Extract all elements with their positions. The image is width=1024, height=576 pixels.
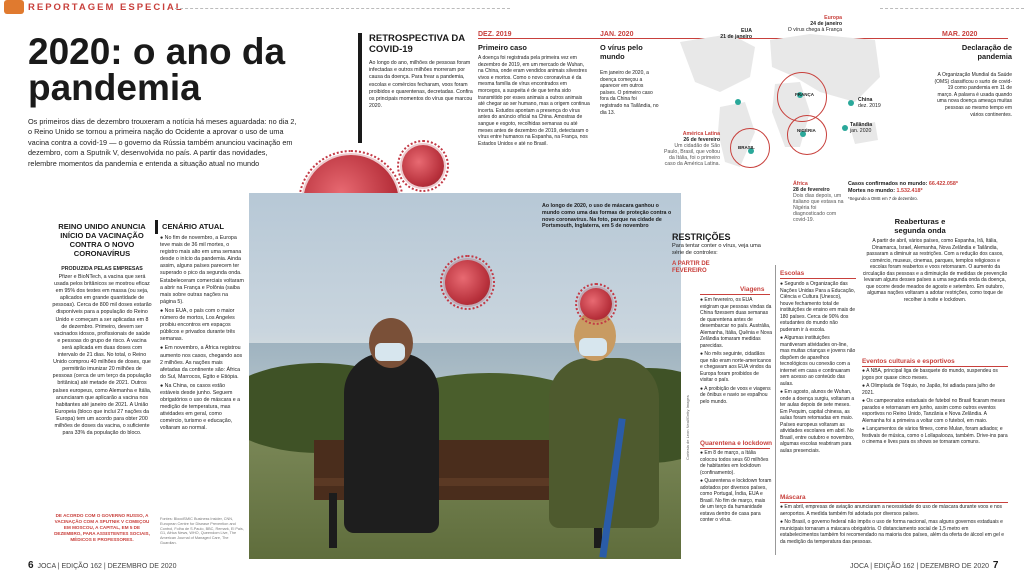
eventos-item: ● A Olimpíada de Tóquio, no Japão, foi adiada para julho de 2021. [862, 383, 996, 396]
photo-credit: Cortesia de Leon Neal/Getty Images [685, 395, 690, 460]
sources: Fontes: BloodSMIC Business Insider, CNN, European Centre for Disease Prevention and Control, Folha de S.Paulo, BBC, Remark, El Pais, G1, Africa News, WHO, Queendom Live, The American Journal of Managed Care, The Guardian. [160, 517, 244, 545]
timeline-date: JAN. 2020 [600, 31, 634, 38]
map-label: BRASIL [738, 145, 755, 150]
cenario-list [160, 235, 244, 435]
divider [780, 502, 1008, 503]
viagens-list [700, 297, 772, 405]
quarentena-list [700, 450, 772, 524]
mascara-item: ● No Brasil, o governo federal não impôs o uso de forma nacional, mas alguns governos estaduais e municipais tornaram a máscara obrigatória. O distanciamento social de 1,5 metro em estabelecimentos também foi recomendado na maioria dos países, além da oferta de álcool em gel e da medição da temperatura das pessoas. [780, 519, 1005, 545]
mascara-title: Máscara [780, 494, 806, 501]
restrictions-date: A PARTIR DE FEVEREIRO [672, 261, 710, 274]
reaberturas-text: A partir de abril, vários países, como Espanha, Irã, Itália, Dinamarca, Israel, Alemanha, Nova Zelândia e Tailândia, passaram a diminuir as restrições. Com a redução dos casos, comércio, museus, cinemas, parques, templos religiosos e escolas foram reabertos e voos retornaram. O aumento da circulação das pessoas e a diminuição de medidas de prevenção levaram alguns desses países a uma segunda onda da doença, que ocorre desde meados de agosto e setembro. Em outubro, algumas nações voltaram a adotar restrições, como toque de recolher à noite e lockdown. [862, 238, 1008, 303]
eventos-title: Eventos culturais e esportivos [862, 358, 955, 365]
timeline-text: A doença foi registrada pela primeira vez em dezembro de 2019, em um mercado de Wuhan, na China, onde eram vendidos animais silvestres vivos e mortos. Como o novo coronavírus é da mesma família de vírus encontrados em morcegos, a suspeita é de que tenha sido transmitido por esses animais a outros animais até chegar ao ser humano, mas a origem continua incerta. Estudos apontam a presença do vírus antes do anúncio oficial na China. Amostras de sangue e esgoto, recolhidas semanas ou até meses antes de dezembro de 2019, detectaram o vírus entre humanos na Espanha, na França, nos Estados Unidos e até no Brasil. [478, 55, 590, 147]
timeline-date: DEZ. 2019 [478, 31, 512, 38]
photo-caption: Ao longo de 2020, o uso de máscara ganhou o mundo como uma das formas de proteção contra o novo coronavírus. Na foto, parque na cidade de Portsmouth, Inglaterra, em 5 de novembro [542, 203, 672, 230]
mascara-list [780, 504, 1008, 545]
quarentena-title: Quarentena e lockdown [700, 440, 773, 447]
divider [775, 265, 776, 555]
retro-bar [358, 33, 362, 143]
map-label: NIGÉRIA [797, 128, 816, 133]
cenario-bar [155, 220, 158, 234]
section-label: REPORTAGEM ESPECIAL [28, 2, 184, 13]
divider [880, 8, 1024, 9]
footer-right: JOCA | EDIÇÃO 162 | DEZEMBRO DE 2020 7 [850, 560, 999, 571]
escolas-title: Escolas [780, 270, 805, 277]
mascara-item: ● Em abril, empresas de aviação anunciaram a necessidade do uso de máscara durante voos e nos aeroportos. A medida também foi adotada por diversos países. [780, 504, 1003, 517]
escolas-item: ● Segundo a Organização das Nações Unidas Para a Educação, Ciência e Cultura (Unesco), houve fechamento total de instituições de ensino em mais de 180 países. Cerca de 90% dos estudantes do mundo não puderam ir à escola. [780, 281, 856, 333]
viagens-item: ● A proibição de voos e viagens de ônibus e navio se espalhou pelo mundo. [700, 385, 771, 405]
cases-box: Casos confirmados no mundo: 66.422.058* Mortes no mundo: 1.532.418* *Segundo a OMS em 7 de dezembro. [848, 181, 958, 201]
divider [780, 278, 856, 279]
map-highlight-circle [787, 115, 827, 155]
uk-text: Pfizer e BioNTech, a vacina que será usada pelos britânicos se mostrou eficaz em 95% dos testes em massa (ou seja, aplicados em grande quantidade de pessoas). Cerca de 800 mil doses estarão disponíveis para a população do Reino Unido e começam a ser aplicadas em 8 de dezembro. Primeiro, devem ser vacinados idosos, profissionais de saúde e pessoas do grupo de risco. A vacina será aplicada em duas doses com intervalo de 21 dias. No total, o Reino Unido comprou 40 milhões de doses, que permitirão imunizar 20 milhões de pessoas (cerca de um terço da população britânica) até metade de 2021. Outros países europeus, como Alemanha e Itália, anunciaram que aplicarão a vacina nos habitantes até janeiro de 2021. A União Europeia (bloco que inclui 27 nações da Europa) tem um acordo para obter 200 milhões de doses da vacina, o suficiente para 33% da população do bloco. [52, 274, 152, 437]
map-label: China dez. 2019 [858, 97, 881, 109]
divider [862, 366, 1008, 367]
divider [700, 448, 770, 449]
quarentena-item: ● Quarentena e lockdown foram adotados por diversos países, como Portugal, Índia, EUA e Brasil. No fim de março, mais de um terço da humanidade estava dentro de casa para conter o vírus. [700, 478, 772, 523]
timeline-head: O vírus pelo mundo [600, 43, 643, 61]
cenario-item: ● Na China, os casos estão estáveis desde junho. Seguem obrigatórios o uso de máscara e a medição de temperatura, mas atividades em geral, como comércio, turismo e educação, voltaram ao normal. [160, 382, 241, 432]
uk-note: DE ACORDO COM O GOVERNO RUSSO, A VACINAÇÃO COM A SPUTNIK V COMEÇOU EM MOSCOU, A CAPITAL, EM 5 DE DEZEMBRO, PARA ASSISTENTES SOCIAIS, MÉDICOS E PROFESSORES. [54, 513, 150, 542]
lede-text: Os primeiros dias de dezembro trouxeram a notícia há meses aguardada: no dia 2, o Reino Unido se tornou a primeira nação do Ocidente a aprovar o uso de uma vacina contra a covid-19 — o governo da Rússia também anunciou vacinação em dezembro, com a Sputnik V, desenvolvida no país. A partir das novidades, relembre momentos da pandemia e entenda a situação atual no mundo [28, 117, 297, 168]
viagens-item: ● No mês seguinte, cidadãos que não eram norte-americanos e chegavam aos EUA vindos da Europa foram proibidos de visitar o país. [700, 351, 772, 383]
cenario-item: ● Nos EUA, o país com o maior número de mortos, Los Angeles proibiu encontros em espaços públicos e privados durante três semanas. [160, 307, 236, 343]
restrictions-title: RESTRIÇÕES [672, 232, 731, 242]
map-label: Tailândia jan. 2020 [850, 122, 873, 134]
virus-illustration [580, 288, 612, 320]
uk-title: REINO UNIDO ANUNCIA INÍCIO DA VACINAÇÃO CONTRA O NOVO CORONAVÍRUS [58, 222, 146, 258]
divider [700, 294, 770, 295]
timeline-head: Primeiro caso [478, 43, 527, 52]
cenario-title: CENÁRIO ATUAL [162, 222, 225, 231]
map-label: América Latina 26 de fevereiro Um cidadão de São Paulo, Brasil, que voltou da Itália, foi o primeiro caso da América Latina. [664, 131, 720, 167]
reaberturas-title: Reaberturas e segunda onda [894, 217, 946, 235]
timeline-text: Em janeiro de 2020, a doença começou a aparecer em outros países. O primeiro caso fora da China foi registrado na Tailândia, no dia 13. [600, 70, 659, 116]
page-title: 2020: o ano da pandemia [28, 31, 286, 108]
map-dot [735, 99, 741, 105]
eventos-item: ● Lançamentos de vários filmes, como Mulan, foram adiados; e festivais de música, como o Lollapalooza, também. Drive-ins para o cinema e lives para os shows se tornaram comuns. [862, 426, 1008, 445]
joca-logo [4, 0, 24, 14]
map-label: Europa 24 de janeiro O vírus chega à França [787, 15, 842, 33]
eventos-item: ● Os campeonatos estaduais de futebol no Brasil ficaram meses parados e retornaram em junho, assim como outros eventos esportivos no Reino Unido, Tanzânia e Nova Zelândia. A Alemanha foi a primeira a voltar com o futebol, em maio. [862, 398, 1006, 424]
viagens-title: Viagens [740, 286, 765, 293]
map-label: EUA 21 de janeiro [720, 28, 752, 40]
divider [175, 8, 510, 9]
map-label: África 28 de fevereiro Dois dias depois, um italiano que estava na Nigéria foi diagnosticado com covid-19. [793, 181, 844, 223]
map-dot [848, 100, 854, 106]
footer-left: 6 JOCA | EDIÇÃO 162 | DEZEMBRO DE 2020 [28, 560, 177, 571]
retro-text: Ao longo do ano, milhões de pessoas foram infectadas e outros milhões morreram por causa da doença. Para frear a pandemia, escolas e comércios fecharam, voos foram proibidos e quarentenas, decretadas. Confira os principais momentos do vírus que marcou 2020. [369, 60, 473, 110]
virus-illustration [402, 145, 444, 187]
viagens-item: ● Em fevereiro, os EUA exigiram que pessoas vindas da China fizessem duas semanas de quarentena antes de desembarcar no país. Austrália, Alemanha, Itália, Quênia e Nova Zelândia tomaram medidas parecidas. [700, 297, 772, 349]
escolas-item: ● Em agosto, alunos de Wuhan, onde a doença surgiu, voltaram a ter aulas depois de sete meses. Em Pequim, capital chinesa, as aulas foram retomadas em maio. Países europeus voltaram as atividades escolares em abril. No Brasil, entre outubro e novembro, algumas escolas reabriram para aulas presenciais. [780, 389, 855, 454]
retro-title: RETROSPECTIVA DA COVID-19 [369, 33, 465, 55]
cenario-item: ● Em novembro, a África registrou aumento nos casos, chegando aos 2 milhões. As nações mais afetadas da continente são: África do Sul, Marrocos, Egito e Etiópia. [160, 345, 243, 380]
uk-sub: PRODUZIDA PELAS EMPRESAS [61, 266, 143, 272]
timeline-head: Declaração de pandemia [961, 43, 1012, 61]
map-dot [842, 125, 848, 131]
eventos-list [862, 368, 1008, 446]
park-photo [249, 193, 681, 559]
restrictions-intro: Para tentar conter o vírus, veja uma série de controles: [672, 243, 761, 256]
escolas-item: ● Algumas instituições mantiveram atividades on-line, mas muitas crianças e jovens não dispõem de aparelhos tecnológicos ou conexão com a internet em casa e continuaram sem acesso ao conteúdo das aulas. [780, 335, 856, 387]
timeline-text: A Organização Mundial da Saúde (OMS) classificou o surto de covid-19 como pandemia em 11 de março. A palavra é usada quando uma nova doença ameaça muitas pessoas ao mesmo tempo em vários continentes. [934, 72, 1012, 118]
quarentena-item: ● Em 8 de março, a Itália colocou todos seus 60 milhões de habitantes em lockdown (confinamento). [700, 450, 769, 476]
cenario-item: ● No fim de novembro, a Europa teve mais de 36 mil mortes, o registro mais alto em uma semana desde o início da pandemia. Ainda assim, alguns países parecem ter superado o pico da segunda onda. Estabeleceram comerciais voltaram a abrir na França e Polônia (saiba mais sobre outras nações na página 5). [160, 235, 244, 305]
eventos-item: ● A NBA, principal liga de basquete do mundo, suspendeu os jogos por quase cinco meses. [862, 368, 998, 381]
escolas-list [780, 281, 856, 454]
map-label: FRANÇA [795, 92, 814, 97]
timeline-date: MAR. 2020 [942, 31, 978, 38]
virus-illustration [445, 260, 490, 305]
